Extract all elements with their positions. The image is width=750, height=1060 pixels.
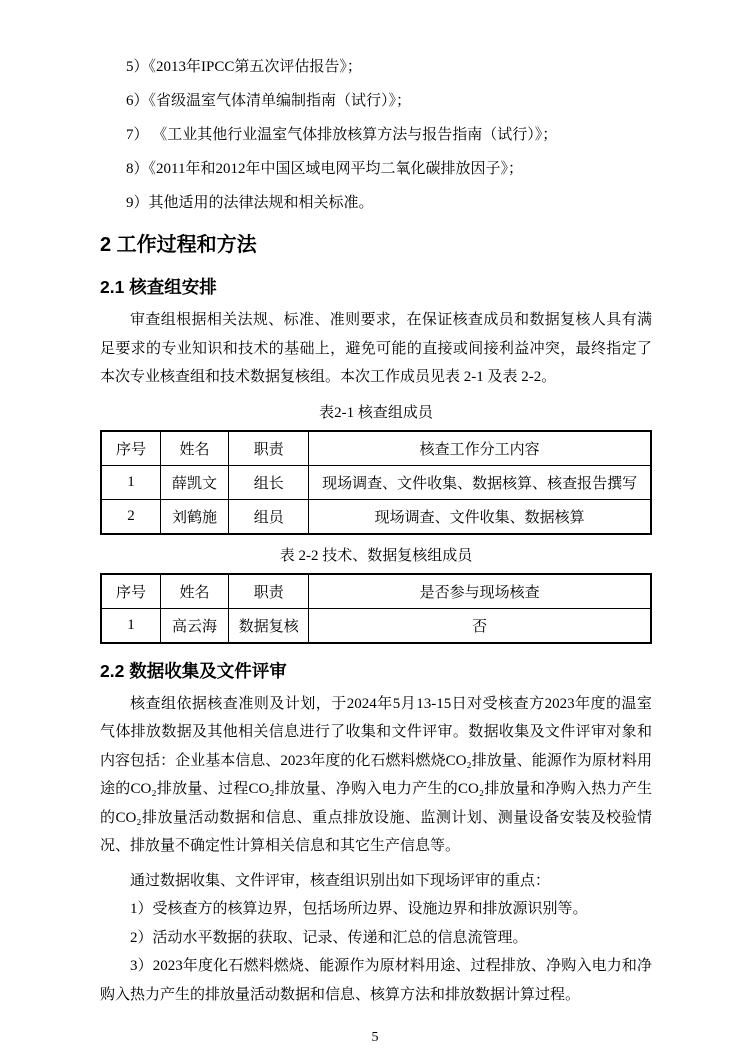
table-2-1-verification-team (100, 430, 652, 535)
page-number: 5 (371, 1030, 379, 1045)
table-cell: 1 (101, 465, 160, 499)
table-header-cell: 职责 (229, 431, 309, 466)
reference-item: 8）《2011年和2012年中国区域电网平均二氧化碳排放因子》； (126, 161, 523, 177)
table-header-cell: 姓名 (160, 431, 228, 466)
section-2-2-paragraph-2: 通过数据收集、文件评审，核查组识别出如下现场评审的重点： (130, 872, 551, 889)
reference-item: 7） 《工业其他行业温室气体排放核算方法与报告指南（试行）》； (126, 127, 558, 143)
section-2-1-paragraph: 审查组根据相关法规、标准、准则要求，在保证核查成员和数据复核人具有满足要求的专业知识和技术的基础上，避免可能的直接或间接利益冲突，最终指定了本次专业核查组和技术数据复核组。本次工作成员见表 2-1 及表 2-2。 (100, 312, 652, 385)
focus-item: 3）2023年度化石燃料燃烧、能源作为原材料用途、过程排放、净购入电力和净购入热力产生的排放量活动数据和信息、核算方法和排放数据计算过程。 (100, 958, 652, 1003)
reference-item: 6）《省级温室气体清单编制指南（试行）》； (126, 93, 412, 109)
table-cell: 数据复核 (229, 608, 309, 643)
table-cell: 1 (101, 608, 160, 643)
table-header-cell: 是否参与现场核查 (309, 574, 651, 609)
section-2-2-paragraph-1: 核查组依据核查准则及计划，于2024年5月13-15日对受核查方2023年度的温室气体排放数据及其他相关信息进行了收集和文件评审。数据收集及文件评审对象和内容包括：企业基本信息、2023年度的化石燃料燃烧CO₂排放量、能源作为原材料用途的CO₂排放量、过程CO₂排放量、净购入电力产生的CO₂排放量和净购入热力产生的CO₂排放量活动数据和信息、重点排放设施、监测计划、测量设备安装及校验情况、排放量不确定性计算相关信息和其它生产信息等。 (100, 695, 652, 854)
section-2-heading: 2 工作过程和方法 (100, 234, 257, 256)
table-cell: 组员 (229, 499, 309, 534)
table-header-cell: 姓名 (160, 574, 228, 609)
section-2-1-heading: 2.1 核查组安排 (100, 277, 217, 297)
focus-item: 2）活动水平数据的获取、记录、传递和汇总的信息流管理。 (130, 929, 528, 946)
table-header-cell: 序号 (101, 574, 160, 609)
table-2-2-review-team (100, 573, 652, 644)
table-cell: 现场调查、文件收集、数据核算 (309, 499, 651, 534)
table-2-2-caption: 表 2-2 技术、数据复核组成员 (279, 547, 473, 564)
reference-list (100, 50, 652, 220)
table-header-cell: 序号 (101, 431, 160, 466)
table-2-1-caption: 表2-1 核查组成员 (319, 404, 433, 421)
table-cell: 刘鹤施 (160, 499, 228, 534)
table-header-row (101, 574, 651, 609)
table-header-cell: 职责 (229, 574, 309, 609)
table-cell: 现场调查、文件收集、数据核算、核查报告撰写 (309, 465, 651, 499)
table-cell: 否 (309, 608, 651, 643)
section-2-2-heading: 2.2 数据收集及文件评审 (100, 660, 287, 681)
table-cell: 薛凯文 (160, 465, 228, 499)
table-row (101, 499, 651, 534)
table-cell: 2 (101, 499, 160, 534)
table-header-cell: 核查工作分工内容 (309, 431, 651, 466)
table-row (101, 465, 651, 499)
table-cell: 高云海 (160, 608, 228, 643)
table-row (101, 608, 651, 643)
focus-item: 1）受核查方的核算边界，包括场所边界、设施边界和排放源识别等。 (130, 901, 588, 917)
table-cell: 组长 (229, 465, 309, 499)
table-header-row (101, 431, 651, 466)
reference-item: 9）其他适用的法律法规和相关标准。 (126, 195, 374, 211)
reference-item: 5）《2013年IPCC第五次评估报告》； (126, 59, 362, 75)
